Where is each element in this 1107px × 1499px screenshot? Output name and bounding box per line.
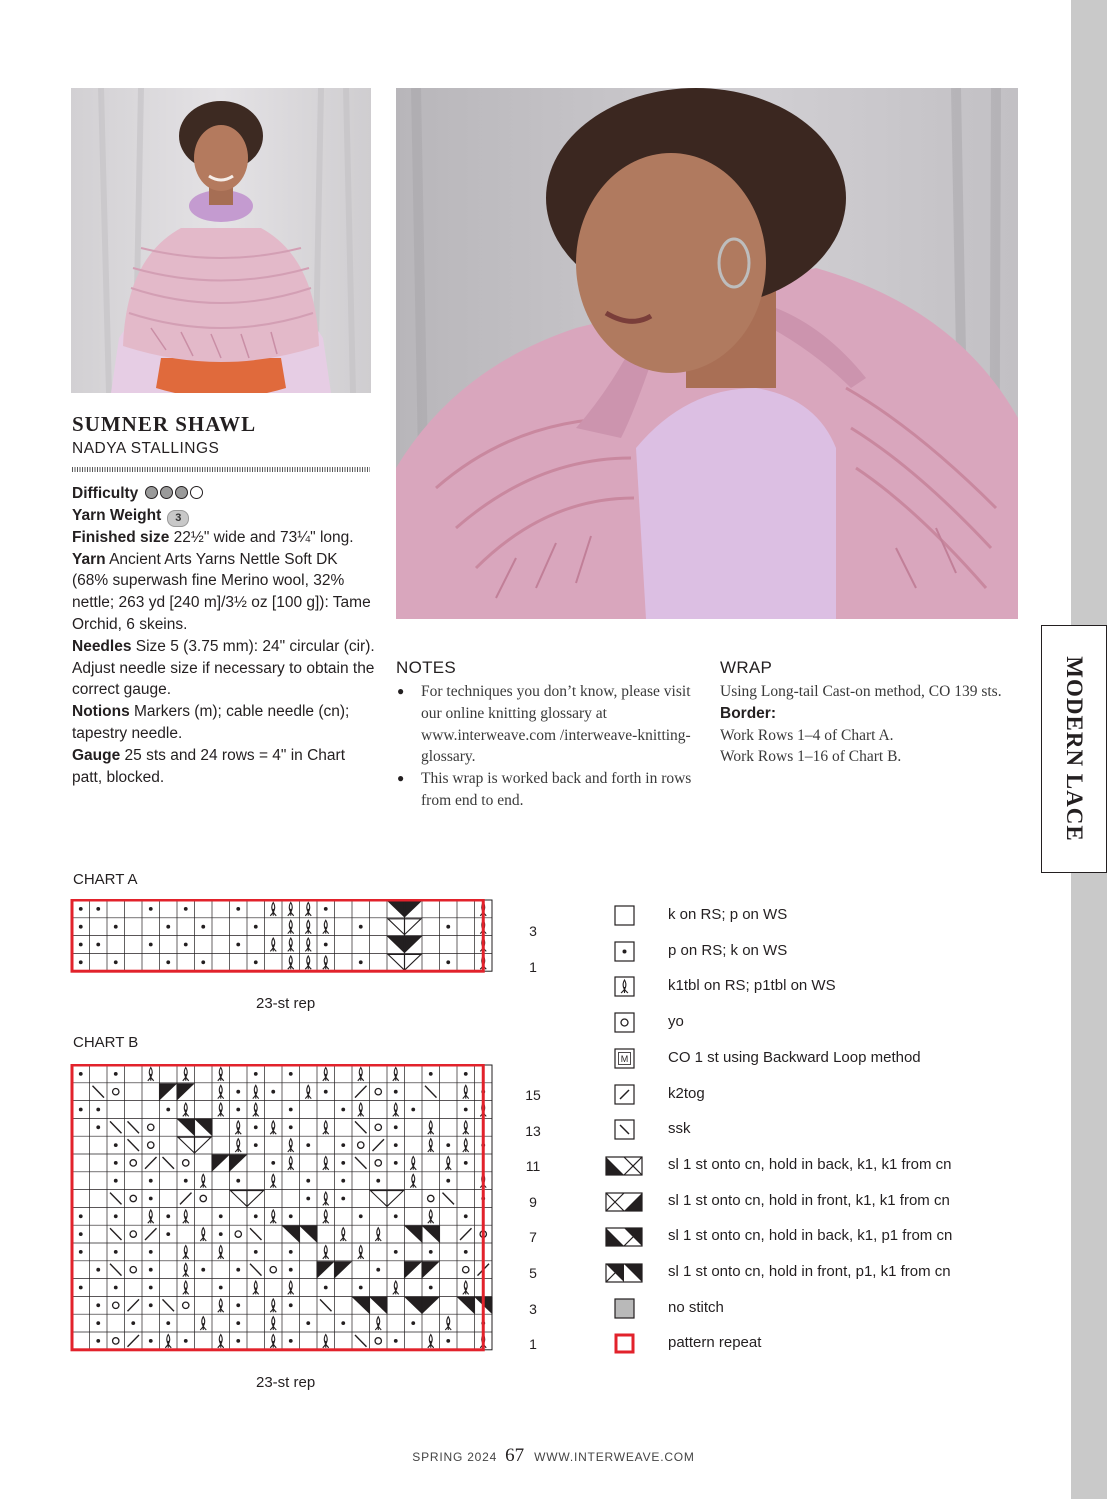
purl-symbol <box>184 1339 188 1343</box>
purl-symbol <box>376 1268 380 1272</box>
purl-symbol <box>219 1214 223 1218</box>
purl-symbol <box>236 1303 240 1307</box>
purl-symbol <box>236 943 240 947</box>
chart-b-row-number: 9 <box>529 1193 537 1210</box>
purl-symbol <box>79 1072 83 1076</box>
purl-symbol <box>184 907 188 911</box>
purl-symbol <box>289 1250 293 1254</box>
purl-symbol <box>166 1108 170 1112</box>
rpc-icon <box>604 1225 644 1249</box>
chart-b-row-number: 15 <box>525 1087 541 1103</box>
chart-b-row-number: 7 <box>529 1229 537 1246</box>
purl-symbol <box>201 960 205 964</box>
purl-symbol <box>446 1143 450 1147</box>
purl-symbol <box>149 1250 153 1254</box>
pattern-specs <box>72 483 377 788</box>
legend-label: sl 1 st onto cn, hold in front, p1, k1 from cn <box>668 1263 951 1280</box>
ssk-icon <box>604 1118 644 1142</box>
purl-symbol <box>79 907 83 911</box>
purl-symbol <box>236 907 240 911</box>
notions-value: Markers (m); cable needle (cn); tapestry needle. <box>72 703 350 742</box>
purl-symbol <box>341 1197 345 1201</box>
chart-b-grid <box>70 1064 502 1356</box>
purl-symbol <box>149 907 153 911</box>
yarn-weight-icon: 3 <box>167 510 189 527</box>
purl-symbol <box>254 1125 258 1129</box>
purl-symbol <box>79 960 83 964</box>
legend-label: sl 1 st onto cn, hold in back, k1, k1 from cn <box>668 1155 952 1173</box>
k2tog-icon <box>604 1083 644 1107</box>
purl-symbol <box>79 1108 83 1112</box>
footer-website: WWW.INTERWEAVE.COM <box>534 1450 695 1464</box>
purl-symbol <box>79 925 83 929</box>
purl-symbol <box>79 1250 83 1254</box>
legend-label: yo <box>668 1013 684 1031</box>
purl-symbol <box>79 943 83 947</box>
purl-symbol <box>114 1179 118 1183</box>
note-item: ● This wrap is worked back and forth in rows from end to end. <box>397 768 697 812</box>
yarn-value: Ancient Arts Yarns Nettle Soft DK (68% superwash fine Merino wool, 32% nettle; 263 yd [240 m]/3½ oz [100 g]): Tame Orchid, 6 skeins. <box>72 550 371 633</box>
chart-b-row-number: 3 <box>529 1300 537 1317</box>
purl-symbol <box>306 1179 310 1183</box>
wrap-heading: WRAP <box>720 658 773 677</box>
page-number: 67 <box>505 1445 525 1466</box>
difficulty-filled-icon <box>145 486 158 499</box>
yarn-weight-row <box>72 505 377 527</box>
finished-size-row <box>72 527 377 549</box>
notes-list <box>397 681 697 812</box>
chart-b-label: CHART B <box>73 1034 139 1051</box>
purl-symbol <box>96 1268 100 1272</box>
svg-text:M: M <box>620 1053 629 1064</box>
purl-symbol <box>446 960 450 964</box>
purl-symbol <box>149 1303 153 1307</box>
notes-heading: NOTES <box>396 658 457 677</box>
purl-symbol <box>341 1108 345 1112</box>
purl-symbol <box>376 1179 380 1183</box>
purl-symbol <box>289 1268 293 1272</box>
finished-size-value: 22½" wide and 73¼" long. <box>173 528 354 546</box>
difficulty-filled-icon <box>175 486 188 499</box>
purl-symbol <box>394 1161 398 1165</box>
tbl-icon <box>604 975 644 999</box>
purl-symbol <box>446 1339 450 1343</box>
purl-symbol <box>114 1250 118 1254</box>
purl-symbol <box>79 1286 83 1290</box>
purl-symbol <box>201 925 205 929</box>
purl-symbol <box>96 907 100 911</box>
purl-symbol <box>96 943 100 947</box>
wrap-step-chart-a: Work Rows 1–4 of Chart A. <box>720 726 894 744</box>
needles-value: Size 5 (3.75 mm): 24" circular (cir). Adjust needle size if necessary to obtain the correct gauge. <box>72 637 375 699</box>
purl-symbol <box>254 1250 258 1254</box>
purl-symbol <box>394 1090 398 1094</box>
legend-label: sl 1 st onto cn, hold in back, k1, p1 from cn <box>668 1227 953 1245</box>
legend-label: CO 1 st using Backward Loop method <box>668 1048 921 1066</box>
purl-symbol <box>254 925 258 929</box>
purl-symbol <box>236 1339 240 1343</box>
gauge-row <box>72 745 377 789</box>
chart-a-row-number: 3 <box>529 923 537 939</box>
purl-symbol <box>149 943 153 947</box>
purl-symbol <box>324 907 328 911</box>
purl-symbol <box>114 1072 118 1076</box>
purl-symbol <box>394 1339 398 1343</box>
purl-symbol <box>271 1161 275 1165</box>
lpc-icon <box>604 1261 644 1285</box>
lc-icon <box>604 1190 644 1214</box>
divider-rule <box>72 467 370 472</box>
chart-a-grid <box>70 899 502 975</box>
purl-symbol <box>96 1125 100 1129</box>
chart-a-row-number: 1 <box>529 959 537 975</box>
purl-symbol <box>464 1250 468 1254</box>
purl-symbol <box>394 1214 398 1218</box>
purl-symbol <box>236 1268 240 1272</box>
purl-symbol <box>114 925 118 929</box>
purl-symbol <box>96 1339 100 1343</box>
difficulty-filled-icon <box>160 486 173 499</box>
legend-label: sl 1 st onto cn, hold in front, k1, k1 from cn <box>668 1191 950 1209</box>
purl-symbol <box>219 1286 223 1290</box>
purl-symbol <box>166 925 170 929</box>
wrap-instructions <box>720 681 1020 768</box>
yarn-weight-label: Yarn Weight <box>72 506 162 524</box>
chart-b-row-number: 5 <box>529 1265 537 1281</box>
yarn-label: Yarn <box>72 550 106 568</box>
purl-symbol <box>359 1214 363 1218</box>
purl-symbol <box>166 1232 170 1236</box>
purl-symbol <box>254 1214 258 1218</box>
footer-season: SPRING 2024 <box>412 1450 498 1464</box>
purl-symbol <box>429 1286 433 1290</box>
purl-symbol <box>341 1161 345 1165</box>
chart-b-row-number: 13 <box>525 1122 541 1139</box>
purl-symbol <box>446 925 450 929</box>
purl-symbol <box>184 943 188 947</box>
yo-icon <box>604 1011 644 1035</box>
chart-a-label: CHART A <box>73 871 138 888</box>
purl-symbol <box>446 1179 450 1183</box>
purl-symbol <box>411 1108 415 1112</box>
nostitch-icon <box>604 1297 644 1321</box>
purl-symbol <box>149 1286 153 1290</box>
purl-symbol <box>411 1321 415 1325</box>
purl-symbol <box>359 960 363 964</box>
purl-symbol <box>79 1232 83 1236</box>
pattern-title: SUMNER SHAWL <box>72 412 257 436</box>
chart-b-row-number: 11 <box>525 1158 541 1175</box>
chart-b-row-number: 1 <box>529 1336 537 1353</box>
purl-symbol <box>236 1090 240 1094</box>
purl-symbol <box>464 1214 468 1218</box>
note-item: ● For techniques you don’t know, please visit our online knitting glossary at www.interweave.com /interweave-knitting-glossary. <box>397 681 697 768</box>
needles-row <box>72 636 377 701</box>
purl-symbol <box>394 1143 398 1147</box>
purl-symbol <box>341 1321 345 1325</box>
wrap-step-chart-b: Work Rows 1–16 of Chart B. <box>720 748 902 766</box>
purl-symbol <box>341 1143 345 1147</box>
purl-symbol <box>289 1214 293 1218</box>
purl-symbol <box>306 1143 310 1147</box>
purl-symbol <box>464 1072 468 1076</box>
purl-symbol <box>184 1179 188 1183</box>
purl-symbol <box>341 1179 345 1183</box>
purl-symbol <box>114 1286 118 1290</box>
purl-symbol <box>289 1072 293 1076</box>
purl-symbol <box>289 1339 293 1343</box>
difficulty-rating <box>143 485 203 502</box>
purl-symbol <box>289 1108 293 1112</box>
chart-a-rep-label: 23-st rep <box>256 995 316 1012</box>
purl-symbol <box>429 1250 433 1254</box>
notions-row <box>72 701 377 745</box>
purl-symbol <box>96 1108 100 1112</box>
chart-a-cells <box>72 900 492 971</box>
legend-label: k2tog <box>668 1084 705 1102</box>
difficulty-row <box>72 483 377 505</box>
purl-symbol <box>96 1321 100 1325</box>
model-photo-closeup <box>396 88 1018 619</box>
purl-symbol <box>306 1197 310 1201</box>
difficulty-label: Difficulty <box>72 485 139 502</box>
purl-symbol <box>166 1214 170 1218</box>
purl-symbol <box>149 1339 153 1343</box>
purl-symbol <box>394 1250 398 1254</box>
purl-symbol <box>219 1232 223 1236</box>
purl-symbol <box>324 1286 328 1290</box>
purl-symbol <box>254 1143 258 1147</box>
border-label: Border: <box>720 704 776 722</box>
legend-label: pattern repeat <box>668 1334 762 1352</box>
finished-size-label: Finished size <box>72 528 170 546</box>
legend-label: p on RS; k on WS <box>668 941 788 959</box>
purl-symbol <box>149 1268 153 1272</box>
difficulty-empty-icon <box>190 486 203 499</box>
page-footer <box>0 1445 1107 1467</box>
section-tab <box>1041 625 1107 873</box>
legend-label: ssk <box>668 1120 691 1138</box>
purl-symbol <box>114 1143 118 1147</box>
purl-symbol <box>324 943 328 947</box>
purl-symbol <box>149 1179 153 1183</box>
needles-label: Needles <box>72 637 132 655</box>
section-tab-label: MODERN LACE <box>1062 656 1087 842</box>
gauge-label: Gauge <box>72 746 121 764</box>
designer-name: NADYA STALLINGS <box>72 440 220 457</box>
purl-symbol <box>289 1303 293 1307</box>
purl-symbol <box>149 1197 153 1201</box>
rc-icon <box>604 1154 644 1178</box>
purl-symbol <box>236 1108 240 1112</box>
chart-b-rep-label: 23-st rep <box>256 1374 316 1391</box>
model-photo-full <box>71 88 371 393</box>
purl-symbol <box>79 1214 83 1218</box>
purl-icon <box>604 940 644 964</box>
yarn-row <box>72 549 377 636</box>
purl-symbol <box>254 1072 258 1076</box>
repeat-icon <box>604 1332 644 1356</box>
chart-b-cells <box>72 1065 492 1350</box>
purl-symbol <box>464 1108 468 1112</box>
purl-symbol <box>131 1321 135 1325</box>
legend-label: no stitch <box>668 1298 724 1316</box>
purl-symbol <box>166 960 170 964</box>
purl-symbol <box>96 1303 100 1307</box>
purl-symbol <box>166 1321 170 1325</box>
notions-label: Notions <box>72 703 130 721</box>
purl-symbol <box>114 960 118 964</box>
purl-symbol <box>324 1090 328 1094</box>
purl-symbol <box>236 1179 240 1183</box>
purl-symbol <box>429 1072 433 1076</box>
gauge-value: 25 sts and 24 rows = 4" in Chart patt, blocked. <box>72 746 346 786</box>
purl-symbol <box>306 1321 310 1325</box>
purl-symbol <box>236 1321 240 1325</box>
purl-symbol <box>271 1090 275 1094</box>
purl-symbol <box>359 1286 363 1290</box>
purl-symbol <box>464 1161 468 1165</box>
knit-icon <box>604 904 644 928</box>
purl-symbol <box>359 925 363 929</box>
purl-symbol <box>201 1268 205 1272</box>
m1-icon <box>604 1047 644 1071</box>
wrap-cast-on: Using Long-tail Cast-on method, CO 139 sts. <box>720 683 1002 700</box>
legend-label: k on RS; p on WS <box>668 906 788 923</box>
purl-symbol <box>254 960 258 964</box>
purl-symbol <box>289 1125 293 1129</box>
purl-symbol <box>114 1161 118 1165</box>
purl-symbol <box>114 1214 118 1218</box>
legend-label: k1tbl on RS; p1tbl on WS <box>668 977 836 995</box>
purl-symbol <box>394 1125 398 1129</box>
